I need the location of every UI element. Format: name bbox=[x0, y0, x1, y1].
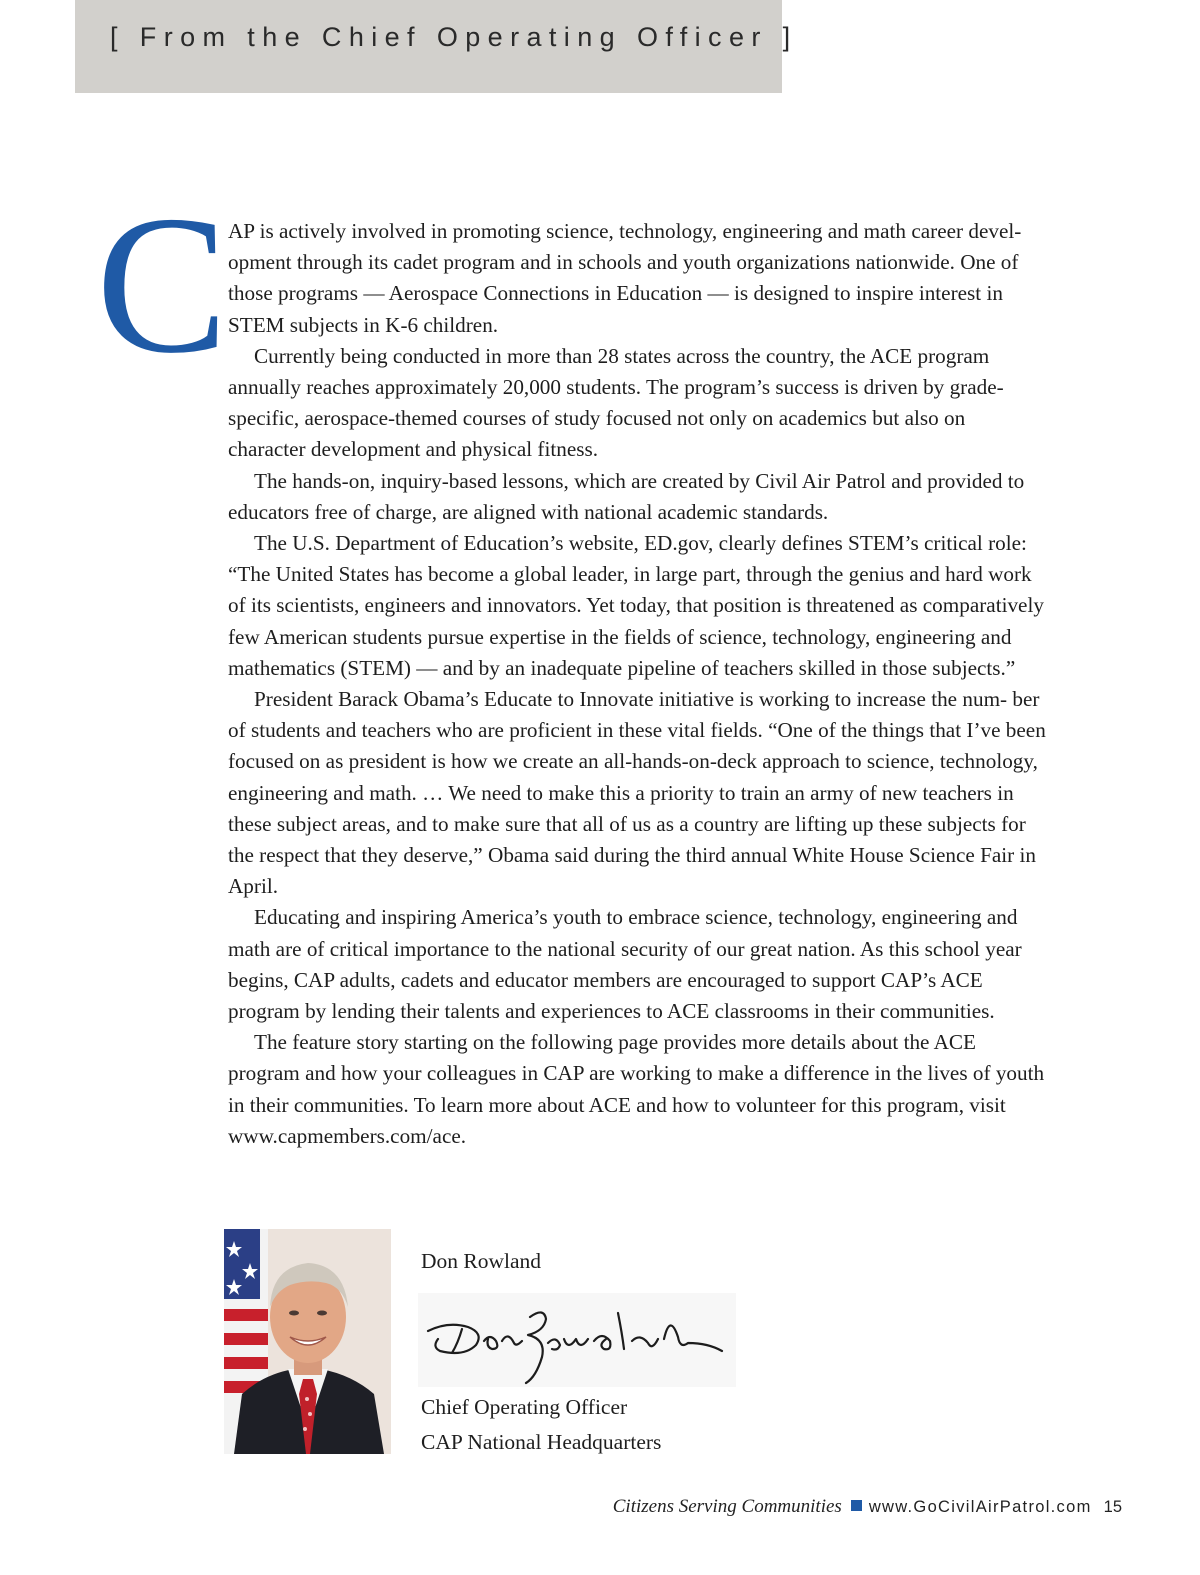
article-paragraph: The U.S. Department of Education’s website, ED.gov, clearly defines STEM’s critical role: “The United States has become a global leader, in large part, through the genius and hard work of its scientists, engineers and innovators. Yet today, that position is threatened as comparatively few American students pursue expertise in the fields of science, technology, engineering and mathematics (STEM) — and by an inadequate pipeline of teachers skilled in those subjects.” bbox=[228, 531, 1044, 680]
article-paragraph: AP is actively involved in promoting science, technology, engineering and math career devel- opment through its cadet program and in schools and youth organizations nationwide. One of those programs — Aerospace Connections in Education — is designed to inspire interest in STEM subjects in K-6 children. bbox=[228, 219, 1022, 337]
square-icon bbox=[851, 1500, 862, 1511]
footer-tagline: Citizens Serving Communities bbox=[612, 1496, 842, 1517]
article-paragraph: The feature story starting on the following page provides more details about the ACE program and how your colleagues in CAP are working to make a difference in the lives of youth in their communities. To learn more about ACE and how to volunteer for this program, visit www.capmembers.com/ace. bbox=[228, 1030, 1045, 1148]
article-body bbox=[228, 216, 1046, 1152]
handwritten-signature bbox=[418, 1293, 736, 1387]
page-footer bbox=[613, 1496, 1122, 1518]
page-section-title: [ From the Chief Operating Officer ] bbox=[110, 22, 798, 52]
article-paragraph: Educating and inspiring America’s youth to embrace science, technology, engineering and math are of critical importance to the national security of our great nation. As this school year begins, CAP adults, cadets and educator members are encouraged to support CAP’s ACE program by lending their talents and experiences to ACE classrooms in their communities. bbox=[228, 905, 1022, 1024]
page-number: 15 bbox=[1103, 1498, 1122, 1516]
author-organization: CAP National Headquarters bbox=[421, 1430, 662, 1454]
footer-url: www.GoCivilAirPatrol.com bbox=[868, 1498, 1092, 1516]
drop-cap: C bbox=[96, 175, 229, 394]
article-paragraph: The hands-on, inquiry-based lessons, which are created by Civil Air Patrol and provided to educators free of charge, are aligned with national academic standards. bbox=[228, 468, 1025, 524]
article-paragraph: Currently being conducted in more than 28 states across the country, the ACE program annually reaches approximately 20,000 students. The program’s success is driven by grade- specific, aerospace-themed courses of study focused not only on academics but also on character development and physical fitness. bbox=[228, 343, 1004, 462]
author-title: Chief Operating Officer bbox=[421, 1395, 628, 1419]
article-paragraph: President Barack Obama’s Educate to Innovate initiative is working to increase the num- ber of students and teachers who are proficient in these vital fields. “One of the things that I’ve been focused on as president is how we create an all-hands-on-deck approach to science, technology, engineering and math. … We need to make this a priority to train an army of new teachers in these subject areas, and to make sure that all of us as a country are lifting up these subjects for the respect that they deserve,” Obama said during the third annual White House Science Fair in April. bbox=[228, 687, 1046, 899]
author-name: Don Rowland bbox=[421, 1249, 542, 1273]
author-portrait bbox=[224, 1229, 391, 1454]
